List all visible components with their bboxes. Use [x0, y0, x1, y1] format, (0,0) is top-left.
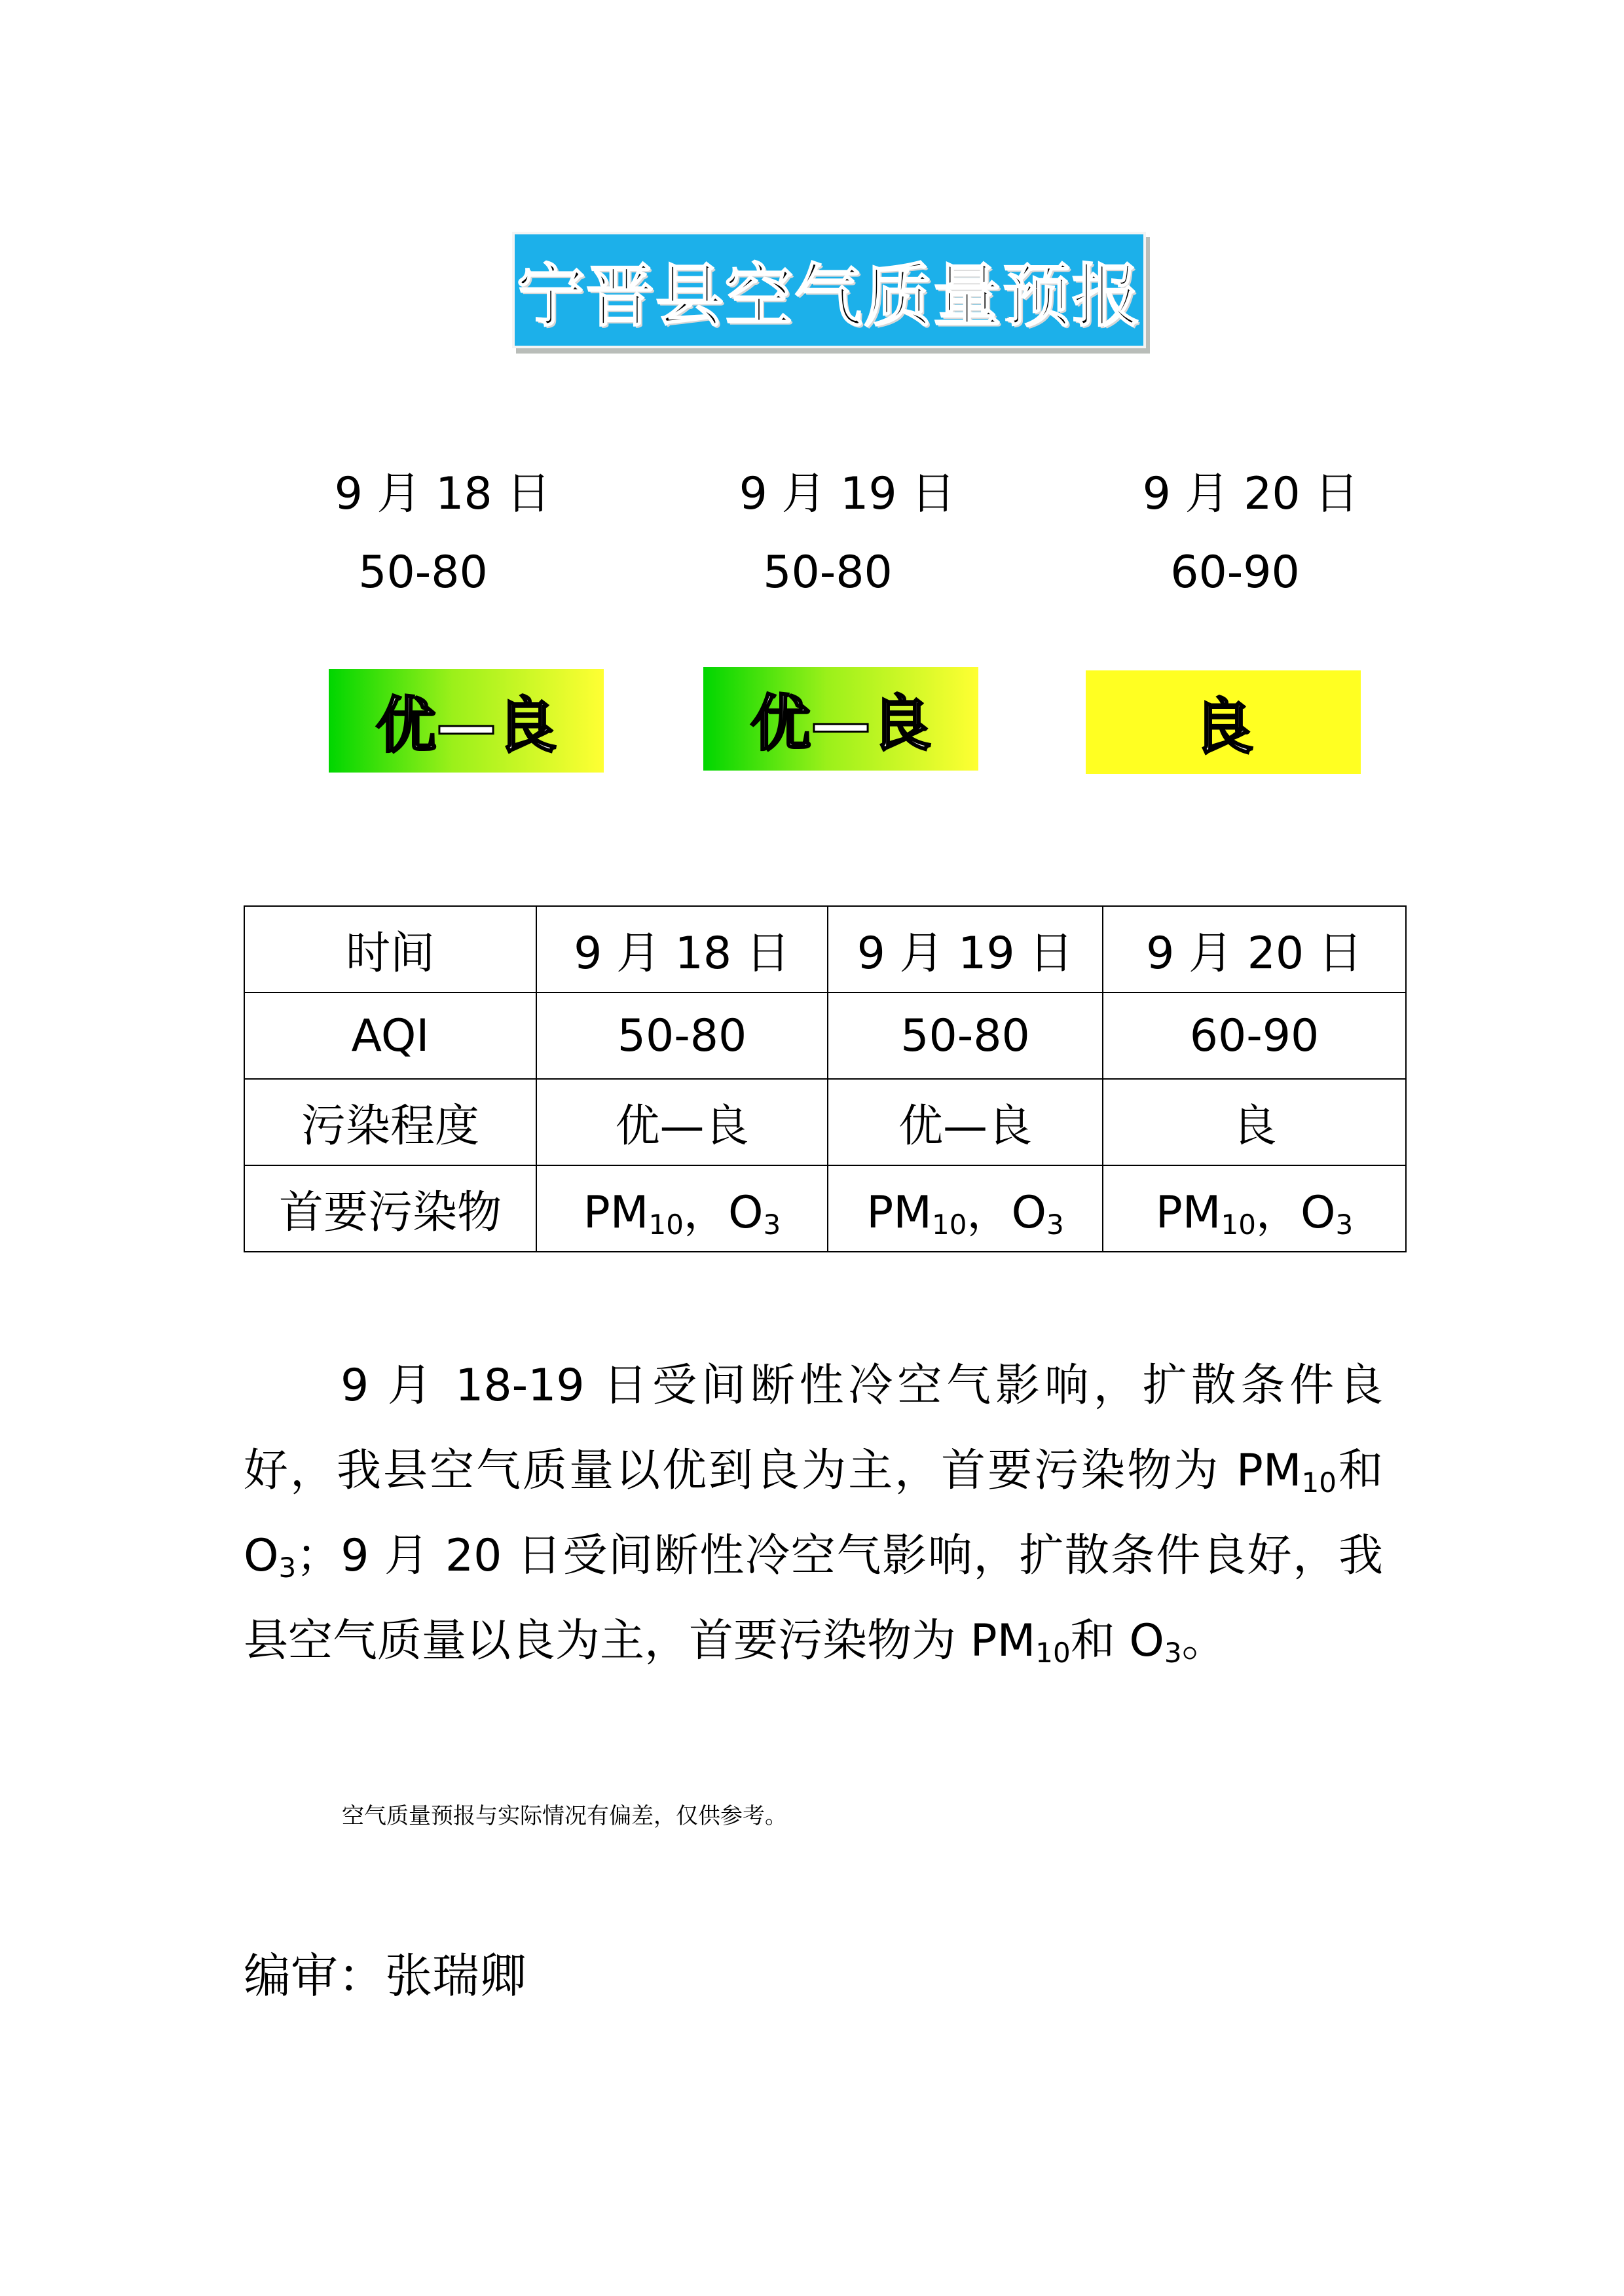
day1-date: 9 月 18 日: [334, 468, 551, 520]
cell-pollutant: $PM_{10}$，$O_3$: [536, 1165, 828, 1252]
aqi-table: [244, 905, 1407, 1252]
cell-date: 9 月 19 日: [828, 906, 1103, 993]
cell-aqi: 60-90: [1103, 993, 1406, 1079]
day1-level-badge: 优—良: [329, 669, 604, 773]
row-label-aqi: AQI: [244, 993, 536, 1079]
row-label-time: 时间: [244, 906, 536, 993]
day2-range: 50-80: [763, 547, 893, 598]
cell-date: 9 月 18 日: [536, 906, 828, 993]
cell-pollutant: $PM_{10}$，$O_3$: [828, 1165, 1103, 1252]
title-banner: [512, 232, 1146, 348]
editor-line: 编审：张瑞卿: [244, 1948, 527, 2003]
cell-aqi: 50-80: [828, 993, 1103, 1079]
day1-range: 50-80: [358, 547, 488, 598]
day2-level-badge: 优—良: [703, 667, 978, 771]
table-row: [244, 906, 1406, 993]
page-title: 宁晋县空气质量预报: [516, 256, 1141, 336]
table-row: [244, 1165, 1406, 1252]
day3-range: 60-90: [1170, 547, 1300, 598]
disclaimer-note: 空气质量预报与实际情况有偏差，仅供参考。: [342, 1803, 787, 1829]
forecast-paragraph: 9 月 18-19 日受间断性冷空气影响，扩散条件良好，我县空气质量以优到良为主，首要污染物为 $PM_{10}$和 $O_3$；9 月 20 日受间断性冷空气影响，扩散条件良好，我县空气质量以良为主，首要污染物为 $PM_{10}$和 $O_3$。: [244, 1360, 1383, 1669]
cell-pollutant: $PM_{10}$，$O_3$: [1103, 1165, 1406, 1252]
row-label-pollutant: 首要污染物: [244, 1165, 536, 1252]
day2-date: 9 月 19 日: [739, 468, 956, 520]
cell-level: 良: [1103, 1079, 1406, 1165]
cell-level: 优—良: [536, 1079, 828, 1165]
table-row: [244, 1079, 1406, 1165]
day3-date: 9 月 20 日: [1142, 468, 1359, 520]
cell-aqi: 50-80: [536, 993, 828, 1079]
cell-level: 优—良: [828, 1079, 1103, 1165]
row-label-level: 污染程度: [244, 1079, 536, 1165]
table-row: [244, 993, 1406, 1079]
cell-date: 9 月 20 日: [1103, 906, 1406, 993]
day3-level-badge: 良: [1086, 670, 1361, 774]
